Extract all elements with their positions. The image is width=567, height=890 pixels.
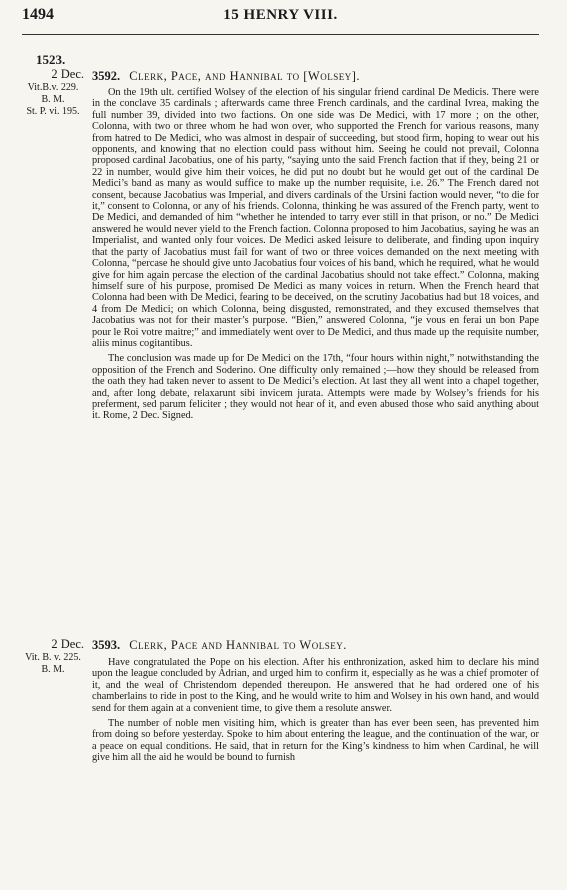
running-head	[22, 6, 539, 28]
entry-title: Clerk, Pace, and Hannibal to [Wolsey].	[129, 69, 361, 83]
entry-body	[92, 87, 539, 426]
paragraph: The conclusion was made up for De Medici on the 17th, “four hours within night,” notwithstanding the opposition of the French and Soderino. One difficulty only remained ;—how they should be released from the oath they had taken never to assent to De Medici’s election. At last they all went into a chapel together, and, after long debate, relaxarunt sibi invicem jurata. Attempts were made by Wolsey’s friends for his preferment, sed parum feliciter ; they would not hear of it, and even abused those who said anything about it. Rome, 2 Dec. Signed.	[92, 353, 539, 422]
entry-date: 2 Dec.	[51, 637, 84, 651]
entry-margin-notes	[22, 638, 84, 676]
entry-number: 3592.	[92, 69, 121, 83]
entry-ref: B. M.	[41, 664, 65, 675]
entry-ref: Vit.B.v. 229.	[27, 82, 79, 93]
page-number: 1494	[22, 6, 54, 23]
entry-ref: St. P. vi. 195.	[26, 106, 80, 117]
paragraph: The number of noble men visiting him, which is greater than has ever been seen, has prevented him from doing so before yesterday. Spoke to him about entering the league, and the continuation of the war, or a peace on equal conditions. He said, that in return for the King’s kindness to him when Cardinal, he will give him all the aid he would be bound to furnish	[92, 718, 539, 764]
entry-heading	[92, 69, 539, 84]
header-rule	[22, 34, 539, 35]
entry-number: 3593.	[92, 638, 121, 652]
entry-body	[92, 657, 539, 768]
entry-margin-notes	[22, 68, 84, 118]
paragraph: Have congratulated the Pope on his election. After his enthronization, asked him to declare his mind upon the league concluded by Adrian, and urged him to confirm it, especially as he was a chief promoter of it, and the weal of Christendom depended thereupon. He answered that he had ordered one of his chamberlains to ride in post to the King, and he would write to him and Wolsey in his own hand, and would send for them again at a convenient time, to give them a resolute answer.	[92, 657, 539, 714]
paragraph: On the 19th ult. certified Wolsey of the election of his singular friend cardinal De Medicis. There were in the conclave 35 cardinals ; afterwards came three French cardinals, and the cardinal Ivrea, making the full number 39, divided into two factions. On one side was De Medici, with 17 more ; on the other, Colonna, with two or three whom he had won over, who supported the French for various reasons, many from hatred to De Medici, who was almost in despair of succeeding, but stood firm, hoping to wear out his opponents, and knowing that no election could pass without him. Seeing he could not prevail, Colonna proposed cardinal Jacobatius, one of his party, “saying unto the said French faction that if they, being 21 or 22 in number, would give him their voices, he did put no doubt but he would get out of the cardinal De Medici’s band as many as would suffice to make up the number requisite, i.e. 26.” The French dared not consent, because Jacobatius was Imperial, and divers cardinals of the Ursini faction would never, “to die for it,” consent to Colonna, or any of his friends. Colonna, thinking he was assured of the French party, went to De Medici, and demanded of him “whether he intended to tarry ever still in that prison, or no.” De Medici answered he would never yield to the French faction. Colonna proposed to him Jacobatius, saying he was an Imperialist, and wanted only four voices. De Medici asked leisure to deliberate, and finding upon inquiry that the party of Jacobatius must fail for want of two or three voices demanded on the next meeting with Colonna, “percase he should give unto Jacobatius four voices of his band, which he required, what he would give for him again percase the election of the cardinal Jacobatius should not take effect.” Colonna, making himself sure of his purpose, promised De Medici as many voices in return. When the French heard that Colonna had been with De Medici, fearing to be deceived, on the scrutiny Jacobatius had but 18 voices, and 4 from De Medici; on which Colonna, being disgusted, remonstrated, and they excused themselves that Jacobatius was not for their master’s purpose. “Bien,” answered Colonna, “je vous en ferai un bon Pape pour le Roi votre maitre;” and immediately went over to De Medici, and thus made up the requisite number, aliis minus cogitantibus.	[92, 87, 539, 349]
entry-heading	[92, 638, 539, 653]
running-head-title: 15 HENRY VIII.	[223, 7, 338, 23]
year-label: 1523.	[36, 52, 66, 67]
entry-title: Clerk, Pace and Hannibal to Wolsey.	[129, 638, 347, 652]
entry-ref: B. M.	[41, 94, 65, 105]
entry-date: 2 Dec.	[51, 67, 84, 81]
entry-ref: Vit. B. v. 225.	[25, 652, 81, 663]
